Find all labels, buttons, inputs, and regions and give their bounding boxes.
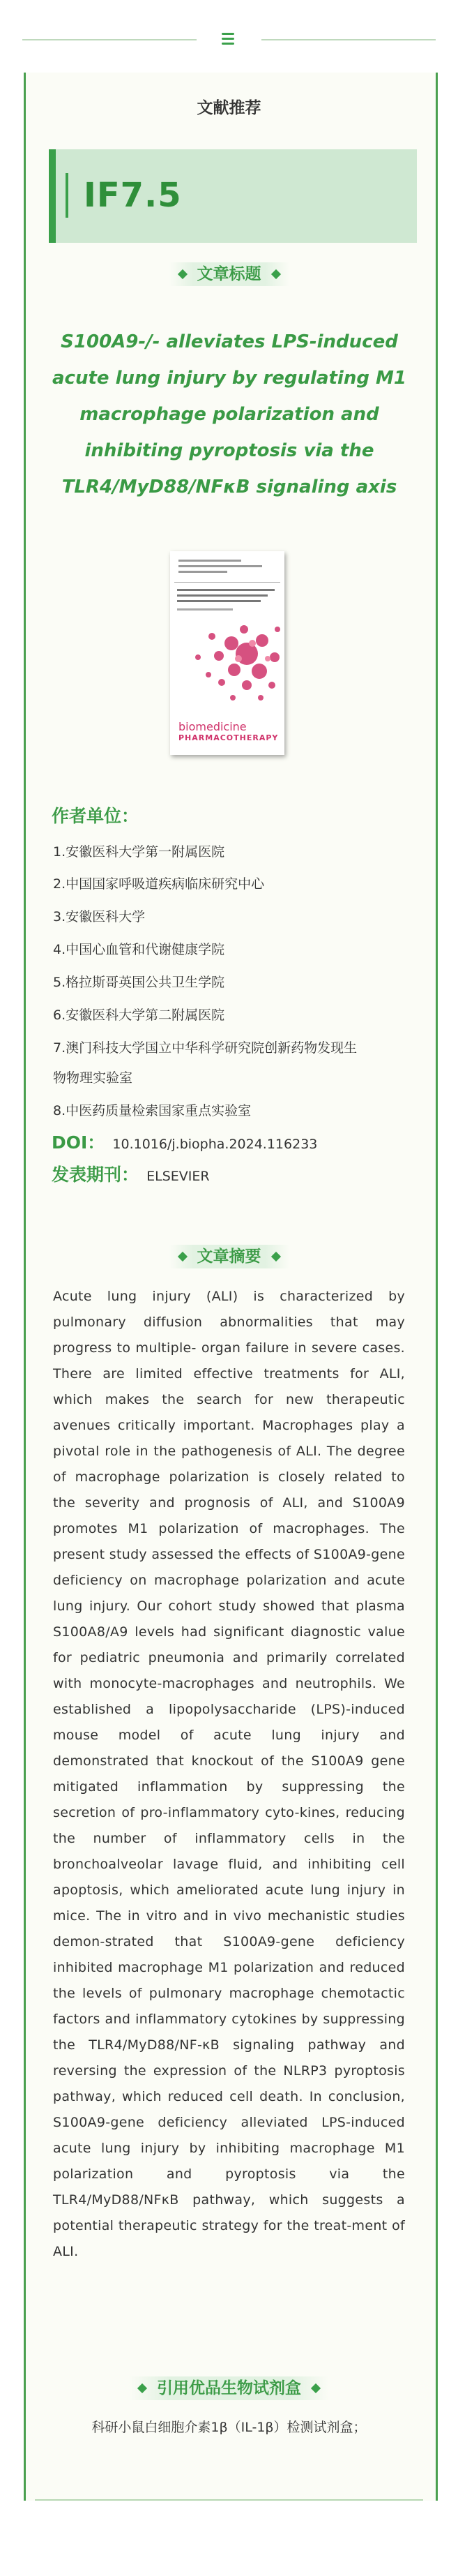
article-title-line: inhibiting pyroptosis via the — [84, 440, 374, 461]
diamond-icon — [177, 269, 187, 279]
cover-art-icon — [170, 615, 284, 717]
article-title-line: TLR4/MyD88/NFκB signaling axis — [61, 477, 397, 497]
institution-item: 3.安徽医科大学 — [53, 909, 146, 924]
reagents-label-wrap — [0, 2376, 458, 2400]
article-title-label-wrap — [0, 262, 458, 286]
article-title-line: macrophage polarization and — [79, 404, 379, 425]
abstract-label: 文章摘要 — [169, 1245, 289, 1268]
institution-item: 物物理实验室 — [53, 1070, 133, 1086]
doi-value[interactable]: 10.1016/j.biopha.2024.116233 — [112, 1137, 318, 1152]
institution-item: 7.澳门科技大学国立中华科学研究院创新药物发现生 — [53, 1040, 358, 1056]
diamond-icon — [270, 1252, 280, 1261]
reagent-item[interactable]: 科研小鼠白细胞介素1β（IL-1β）检测试剂盒； — [91, 2420, 367, 2435]
article-title-line: S100A9-/- alleviates LPS-induced — [61, 331, 398, 352]
journal-cover-image — [170, 551, 284, 755]
section-title: 文献推荐 — [197, 99, 261, 117]
institution-item: 8.中医药质量检索国家重点实验室 — [53, 1103, 252, 1118]
diamond-icon — [177, 1252, 187, 1261]
menu-icon[interactable] — [217, 28, 238, 49]
diamond-icon — [270, 269, 280, 279]
card-bottom-divider — [35, 2499, 423, 2501]
reagents-label: 引用优品生物试剂盒 — [129, 2376, 329, 2400]
header-divider-right — [261, 39, 436, 40]
doi-label: DOI： — [52, 1132, 105, 1153]
article-title — [49, 324, 410, 505]
article-title-label: 文章标题 — [169, 262, 289, 286]
institution-item: 5.格拉斯哥英国公共卫生学院 — [53, 975, 225, 990]
cover-brand-line1: biomedicine — [178, 720, 247, 733]
impact-factor: IF7.5 — [84, 176, 182, 215]
authors-label: 作者单位： — [52, 806, 139, 826]
institution-item: 1.安徽医科大学第一附属医院 — [53, 844, 225, 860]
journal-value: ELSEVIER — [146, 1169, 210, 1184]
institution-item: 6.安徽医科大学第二附属医院 — [53, 1008, 225, 1023]
impact-factor-box — [49, 149, 417, 243]
impact-factor-bar — [66, 173, 68, 218]
cover-brand-line2: PHARMACOTHERAPY — [178, 733, 279, 742]
journal-row — [52, 1161, 210, 1186]
institution-item: 4.中国心血管和代谢健康学院 — [53, 942, 225, 957]
abstract-text: Acute lung injury (ALI) is characterized by pulmonary diffusion abnormalities that may progress to multiple- organ failure in severe cases. There are limited effective treatments for ALI, which makes the search for new therapeutic avenues critically important. Macrophages play a pivotal role in the pathogenesis of ALI. The degree of macrophage polarization is closely related to the severity and prognosis of ALI, and S100A9 promotes M1 polarization of macrophages. The present study assessed the effects of S100A9-gene deficiency on macrophage polarization and acute lung injury. Our cohort study showed that plasma S100A8/A9 levels had significant diagnostic value for pediatric pneumonia and primarily correlated with monocyte-macrophages and neutrophils. We established a lipopolysaccharide (LPS)-induced mouse model of acute lung injury and demonstrated that knockout of the S100A9 gene mitigated inflammation by suppressing the secretion of pro-inflammatory cyto-kines, reducing the number of inflammatory cells in the bronchoalveolar lavage fluid, and inhibiting cell apoptosis, which ameliorated acute lung injury in mice. The in vitro and in vivo mechanistic studies demon-strated that S100A9-gene deficiency inhibited macrophage M1 polarization and reduced the levels of pulmonary macrophage chemotactic factors and inflammatory cytokines by suppressing the TLR4/MyD88/NF-κB signaling pathway and reversing the expression of the NLRP3 pyroptosis pathway, which reduced cell death. In conclusion, S100A9-gene deficiency alleviated LPS-induced acute lung injury by inhibiting macrophage M1 polarization and pyroptosis via the TLR4/MyD88/NFκB pathway, which suggests a potential therapeutic strategy for the treat-ment of ALI. — [53, 1289, 405, 2259]
journal-label: 发表期刊： — [52, 1165, 139, 1185]
doi-row — [52, 1129, 317, 1154]
abstract-label-wrap — [0, 1245, 458, 1268]
article-title-line: acute lung injury by regulating M1 — [52, 368, 406, 389]
institution-item: 2.中国国家呼吸道疾病临床研究中心 — [53, 876, 265, 892]
diamond-icon — [311, 2383, 321, 2393]
header-divider-left — [22, 39, 197, 40]
diamond-icon — [137, 2383, 147, 2393]
